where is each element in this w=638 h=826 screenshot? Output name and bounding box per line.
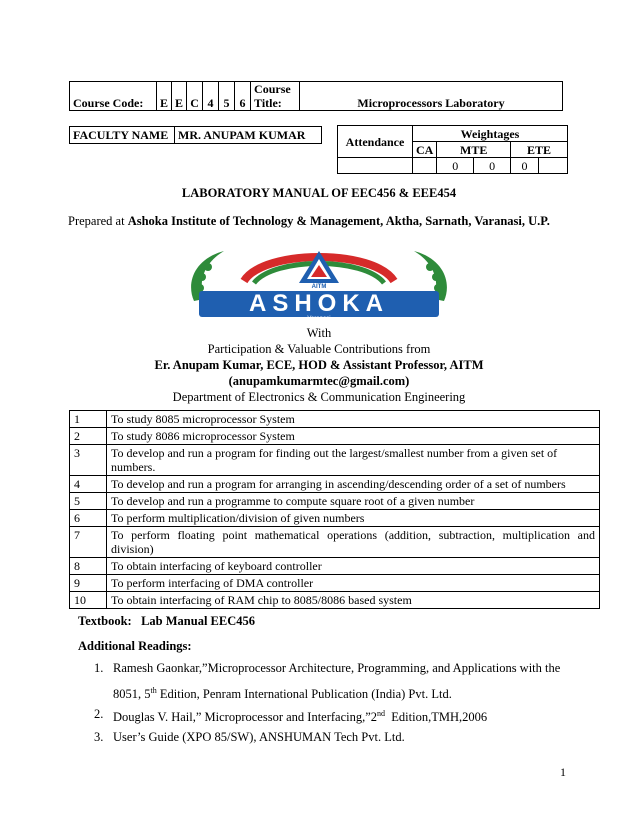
page-number: 1 — [560, 765, 566, 779]
textbook: Textbook: Lab Manual EEC456 — [78, 614, 256, 628]
experiment-text: To perform floating point mathematical operations (addition, subtraction, multiplication and division) — [107, 527, 600, 558]
logo-text: ASHOKA — [248, 290, 390, 317]
table-row — [70, 476, 600, 493]
weightages-label: Weightages — [413, 126, 568, 142]
experiment-number: 1 — [70, 411, 107, 428]
reference-text-line2 — [113, 683, 452, 702]
course-code-char: C — [187, 82, 203, 111]
attendance-label: Attendance — [338, 126, 413, 158]
table-row — [70, 592, 600, 609]
contributor-name: Er. Anupam Kumar, ECE, HOD & Assistant Professor, AITM — [154, 358, 484, 372]
experiment-number: 6 — [70, 510, 107, 527]
experiment-text: To develop and run a programme to compute square root of a given number — [107, 493, 600, 510]
reference-text: User’s Guide (XPO 85/SW), ANSHUMAN Tech Pvt. Ltd. — [113, 730, 405, 744]
department: Department of Electronics & Communication Engineering — [172, 390, 466, 404]
experiment-number: 9 — [70, 575, 107, 592]
prepared-prefix: Prepared at — [68, 214, 128, 228]
ref-text: 8051, 5 — [113, 687, 151, 702]
empty-cell — [539, 158, 568, 174]
institute-name: Ashoka Institute of Technology & Management, Aktha, Sarnath, Varanasi, U.P. — [127, 214, 550, 228]
course-title-label: Course Title: — [251, 82, 300, 111]
reference-number: 1. — [94, 661, 104, 675]
ashoka-logo — [164, 243, 474, 321]
course-code-char: 5 — [219, 82, 235, 111]
faculty-label: FACULTY NAME — [70, 127, 175, 144]
contributions-line: Participation & Valuable Contributions from — [207, 342, 431, 356]
reference-number: 2. — [94, 707, 104, 721]
experiment-number: 10 — [70, 592, 107, 609]
contributor-email: (anupamkumarmtec@gmail.com) — [228, 374, 410, 388]
ca-label: CA — [413, 142, 437, 158]
experiment-number: 5 — [70, 493, 107, 510]
experiment-text: To obtain interfacing of RAM chip to 8085/8086 based system — [107, 592, 600, 609]
table-row — [70, 558, 600, 575]
experiments-table — [69, 410, 600, 609]
table-row — [70, 428, 600, 445]
experiment-number: 8 — [70, 558, 107, 575]
table-row — [70, 575, 600, 592]
experiment-text: To develop and run a program for arranging in ascending/descending order of a set of numbers — [107, 476, 600, 493]
experiment-text: To perform multiplication/division of given numbers — [107, 510, 600, 527]
reference-number: 3. — [94, 730, 104, 744]
ref-sup: th — [150, 686, 157, 695]
course-code-char: E — [172, 82, 187, 111]
additional-readings-label: Additional Readings: — [78, 639, 192, 653]
experiment-text: To develop and run a program for finding out the largest/smallest number from a given set of numbers. — [107, 445, 600, 476]
course-title: Microprocessors Laboratory — [300, 82, 563, 111]
table-row — [70, 510, 600, 527]
table-row — [70, 411, 600, 428]
ete-label: ETE — [511, 142, 568, 158]
weight-value: 0 — [511, 158, 539, 174]
mte-label: MTE — [437, 142, 511, 158]
course-code-char: 4 — [203, 82, 219, 111]
experiment-text: To obtain interfacing of keyboard controller — [107, 558, 600, 575]
experiment-text: To study 8086 microprocessor System — [107, 428, 600, 445]
with-line: With — [306, 326, 332, 340]
table-row — [70, 527, 600, 558]
course-info-table — [69, 81, 563, 111]
table-row — [70, 493, 600, 510]
empty-cell — [338, 158, 413, 174]
ref-text: Edition,TMH,2006 — [385, 710, 488, 725]
ref-sup: nd — [377, 709, 386, 718]
table-row — [70, 445, 600, 476]
weight-value: 0 — [474, 158, 511, 174]
experiment-text: To study 8085 microprocessor System — [107, 411, 600, 428]
weightage-table — [337, 125, 568, 174]
contributions-block — [0, 325, 638, 405]
course-code-char: 6 — [235, 82, 251, 111]
experiment-text: To perform interfacing of DMA controller — [107, 575, 600, 592]
course-code-label: Course Code: — [70, 82, 157, 111]
faculty-table — [69, 126, 322, 144]
experiment-number: 3 — [70, 445, 107, 476]
ref-text: Edition, Penram International Publication (India) Pvt. Ltd. — [156, 687, 452, 702]
emblem-text: AITM — [311, 284, 327, 290]
logo-subtext: Varanasi — [307, 316, 331, 321]
experiment-number: 7 — [70, 527, 107, 558]
reference-text — [113, 706, 487, 725]
course-code-char: E — [157, 82, 172, 111]
ref-text: Douglas V. Hail,” Microprocessor and Interfacing,”2 — [113, 710, 378, 725]
empty-cell — [413, 158, 437, 174]
faculty-name: MR. ANUPAM KUMAR — [175, 127, 322, 144]
experiment-number: 4 — [70, 476, 107, 493]
manual-title: LABORATORY MANUAL OF EEC456 & EEE454 — [181, 186, 457, 200]
reference-text: Ramesh Gaonkar,”Microprocessor Architecture, Programming, and Applications with the — [113, 661, 561, 675]
experiment-number: 2 — [70, 428, 107, 445]
weight-value: 0 — [437, 158, 474, 174]
prepared-at — [68, 214, 550, 229]
